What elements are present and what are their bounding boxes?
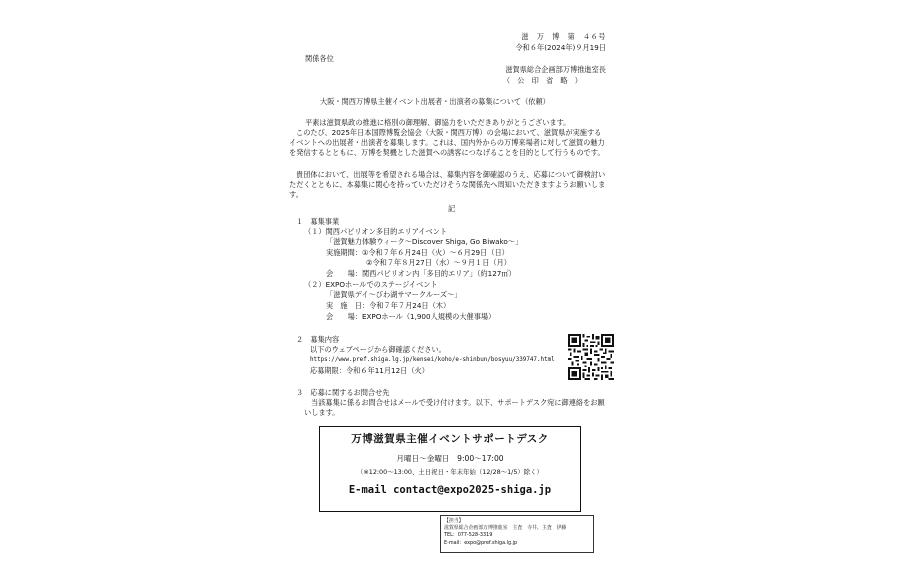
support-desk-note: （※12:00～13:00、土日祝日・年末年始（12/28～1/5）除く）	[357, 468, 543, 476]
item1-period1: 実施期間：①令和７年６月24日（火）～６月29日（日）	[326, 248, 509, 257]
support-desk-hours: 月曜日～金曜日 9:00～17:00	[396, 454, 504, 463]
item1-title: （１）関西パビリオン多目的エリアイベント	[304, 227, 448, 236]
application-deadline: 応募期限：令和６年11月12日（火）	[310, 366, 429, 375]
qr-code-icon[interactable]	[568, 334, 614, 380]
section3-heading: ３ 応募に関するお問合せ先	[296, 388, 390, 397]
support-desk-box	[319, 426, 581, 512]
support-desk-email-link[interactable]: E-mail contact@expo2025-shiga.jp	[348, 484, 552, 496]
notice-document	[282, 32, 622, 558]
contact-email-link[interactable]: E-mail：expo@pref.shiga.lg.jp	[444, 539, 518, 546]
item2-title: （２）EXPOホールでのステージイベント	[304, 280, 438, 289]
doc-number: 滋 万 博 第 ４６号	[521, 32, 606, 41]
item2-venue: 会 場：EXPOホール（1,900人規模の大催事場）	[326, 312, 496, 321]
section1-heading: １ 募集事業	[296, 217, 340, 226]
paragraph-request: 貴団体において、出展等を希望される場合は、募集内容を御確認のうえ、応募について御検討いただくとともに、本募集に関心を持っていただけそうな関係先へ周知いただきますようお願いします。	[289, 170, 606, 200]
ki-mark: 記	[448, 204, 456, 213]
sender: 滋賀県総合企画部万博推進室長	[505, 65, 606, 74]
doc-date: 令和６年(2024年)９月19日	[515, 43, 606, 52]
doc-title: 大阪・関西万博県主催イベント出展者・出演者の募集について（依頼）	[320, 97, 550, 106]
item2-event: 「滋賀県デイ～びわ湖サマークルーズ～」	[326, 290, 462, 299]
item1-venue: 会 場：関西パビリオン内「多目的エリア」（約127㎡）	[326, 269, 516, 278]
paragraph-purpose: このたび、2025年日本国際博覧会協会（大阪・関西万博）の会場において、滋賀県が実施するイベントへの出展者・出演者を募集します。これは、国内外からの万博来場者に対して滋賀の魅力を発信するとともに、万博を契機とした滋賀への誘客につなげることを目的として行うものです。	[289, 128, 605, 158]
support-desk-title: 万博滋賀県主催イベントサポートデスク	[351, 433, 549, 445]
item2-date: 実 施 日：令和７年７月24日（木）	[326, 301, 451, 310]
contact-tel: TEL：077-528-3319	[444, 532, 493, 539]
recruitment-url-link[interactable]: https://www.pref.shiga.lg.jp/kensei/koho/e-shinbun/bosyuu/339747.html	[310, 357, 555, 363]
section2-line: 以下のウェブページから御確認ください。	[310, 345, 446, 354]
section3-text: 当該募集に係るお問合せはメールで受け付けます。以下、サポートデスク宛に御連絡をお願いします。	[304, 398, 605, 418]
contact-label: 【担当】	[444, 518, 464, 524]
item1-period2: ②令和７年８月27日（水）～９月１日（月）	[366, 258, 511, 267]
section2-heading: ２ 募集内容	[296, 335, 340, 344]
recipient: 関係各位	[305, 54, 334, 63]
contact-dept: 滋賀県総合企画部万博推進室 主査 寺井、主査 伊藤	[444, 525, 567, 532]
greeting: 平素は滋賀県政の推進に格別の御理解、御協力をいただきありがとうございます。	[305, 118, 571, 127]
contact-box	[440, 515, 594, 553]
seal-omitted: （ 公 印 省 略 ）	[502, 76, 582, 85]
item1-event: 「滋賀魅力体験ウィーク～Discover Shiga, Go Biwako～」	[326, 237, 523, 246]
